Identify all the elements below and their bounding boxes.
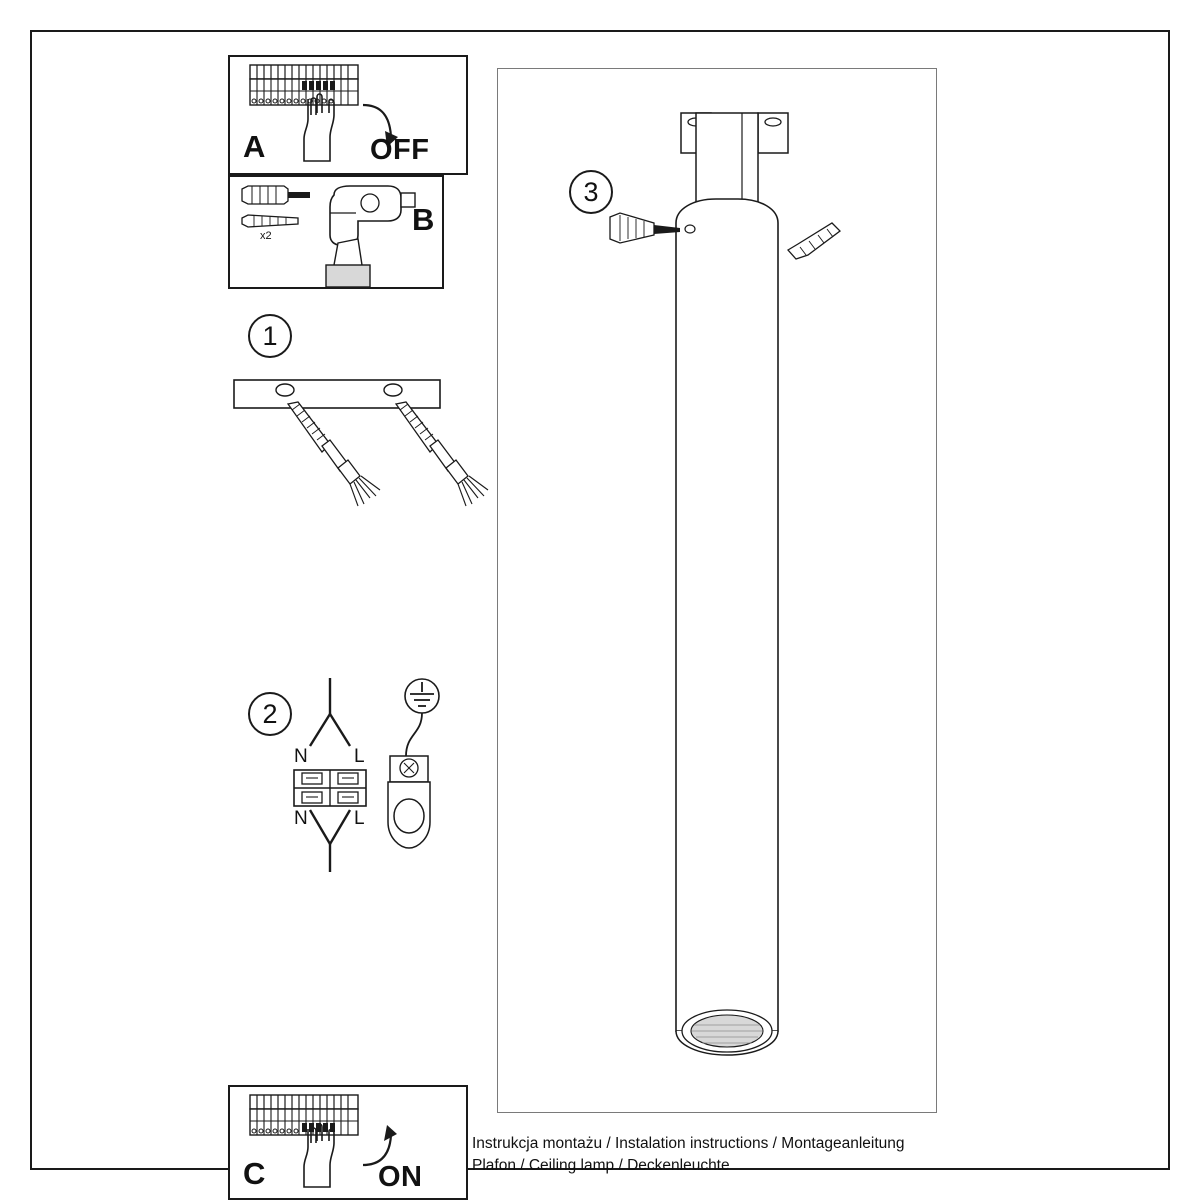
panel-a-action-label: OFF (370, 134, 430, 166)
panel-a-letter: A (243, 129, 266, 164)
mounting-plate-icon (234, 380, 440, 408)
cable-bottom (310, 810, 350, 872)
screw-left (610, 213, 680, 243)
dowel-right (788, 223, 840, 259)
wire-label-l-bottom: L (354, 808, 365, 829)
step-1-number: 1 (248, 314, 292, 358)
lamp-holder-icon (388, 756, 430, 848)
dowel-screw-icon (242, 186, 310, 227)
wire-label-n-bottom: N (294, 808, 308, 829)
cable-top (310, 678, 350, 746)
fuse-box-icon (250, 1095, 358, 1135)
fuse-box-icon (250, 65, 358, 105)
drill-icon (326, 186, 415, 287)
arrow-up-icon (363, 1125, 397, 1165)
panel-c-letter: C (243, 1156, 266, 1191)
caption-product-type: Plafon / Ceiling lamp / Deckenleuchte (472, 1157, 730, 1174)
panel-c-action-label: ON (378, 1161, 423, 1193)
caption-instructions: Instrukcja montażu / Instalation instructions / Montageanleitung (472, 1135, 905, 1152)
panel-b (228, 175, 444, 289)
wire-label-n-top: N (294, 746, 308, 767)
panel-c (228, 1085, 468, 1200)
lamp-tube-icon (676, 113, 788, 1055)
dowel-quantity: x2 (260, 230, 272, 242)
panel-b-letter: B (412, 202, 435, 237)
wire-label-l-top: L (354, 746, 365, 767)
panel-a (228, 55, 468, 175)
dowel-assembly-right (396, 402, 488, 506)
dowel-assembly-left (288, 402, 380, 506)
earth-ground-icon (405, 679, 439, 756)
step-3-number: 3 (569, 170, 613, 214)
step-3-graphics (520, 95, 940, 1095)
step-1-graphics (230, 372, 530, 562)
terminal-block-icon (294, 770, 366, 806)
step-2-number: 2 (248, 692, 292, 736)
panel-c-graphics (230, 1087, 470, 1200)
step-2-graphics (280, 672, 510, 882)
panel-a-graphics (230, 57, 470, 177)
